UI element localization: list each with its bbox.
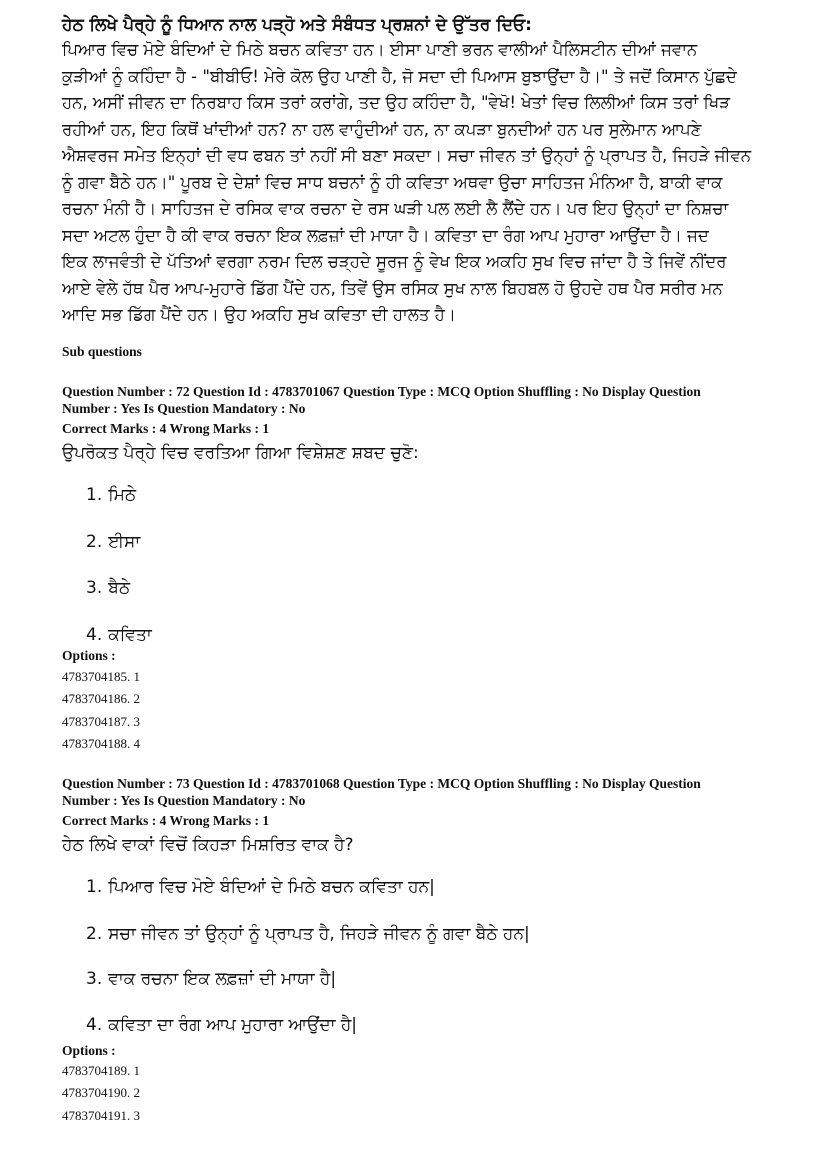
question-72-option-ids <box>62 666 140 755</box>
option-id: 4783704188. 4 <box>62 735 140 751</box>
sub-questions-label: Sub questions <box>62 344 142 359</box>
option-id: 4783704186. 2 <box>62 691 140 707</box>
passage-line: ਐਸ਼ਵਰਜ ਸਮੇਤ ਇਨ੍ਹਾਂ ਦੀ ਵਧ ਫਬਨ ਤਾਂ ਨਹੀਂ ਸੀ ਬਣਾ ਸਕਦਾ। ਸਚਾ ਜੀਵਨ ਤਾਂ ਉਨ੍ਹਾਂ ਨੂੰ ਪ੍ਰਾਪਤ ਹੈ, ਜਿਹੜੇ ਜੀਵਨ <box>62 146 752 165</box>
choice-text: ਮਿਠੇ <box>108 485 137 505</box>
question-72-text: ਉਪਰੋਕਤ ਪੈਰ੍ਹੇ ਵਿਚ ਵਰਤਿਆ ਗਿਆ ਵਿਸ਼ੇਸ਼ਣ ਸ਼ਬਦ ਚੁਣੋ: <box>62 443 419 463</box>
passage-line: ਆਏ ਵੇਲੇ ਹੱਥ ਪੈਰ ਆਪ-ਮੁਹਾਰੇ ਡਿੱਗ ਪੈਂਦੇ ਹਨ, ਤਿਵੇਂ ਉਸ ਰਸਿਕ ਸੁਖ ਨਾਲ ਬਿਹਬਲ ਹੋ ਉਹਦੇ ਹਥ ਪੈਰ ਸਰੀਰ ਮਨ <box>62 278 723 298</box>
passage-line: ਕੁੜੀਆਂ ਨੂੰ ਕਹਿੰਦਾ ਹੈ - "ਬੀਬੀਓ! ਮੇਰੇ ਕੋਲ ਉਹ ਪਾਣੀ ਹੈ, ਜੋ ਸਦਾ ਦੀ ਪਿਆਸ ਬੁਝਾਉਂਦਾ ਹੈ।" ਤੇ ਜਦੋਂ ਕਿਸਾਨ ਪੁੱਛਦੇ <box>62 66 737 86</box>
passage-line: ਰਚਨਾ ਮੰਨੀ ਹੈ। ਸਾਹਿਤਜ ਦੇ ਰਸਿਕ ਵਾਕ ਰਚਨਾ ਦੇ ਰਸ ਘੜੀ ਪਲ ਲਈ ਲੈ ਲੈਂਦੇ ਹਨ। ਪਰ ਇਹ ਉਨ੍ਹਾਂ ਦਾ ਨਿਸ਼ਚਾ <box>62 199 729 218</box>
question-meta-line: Question Number : 72 Question Id : 4783701067 Question Type : MCQ Option Shuffling : No Display Question <box>62 384 701 399</box>
question-marks: Correct Marks : 4 Wrong Marks : 1 <box>62 421 270 436</box>
choice-text: ਬੈਠੇ <box>108 578 131 598</box>
choice-number: 3. <box>86 578 103 598</box>
option-id: 4783704189. 1 <box>62 1063 140 1078</box>
choice-number: 2. <box>86 924 103 944</box>
passage-line: ਰਹੀਆਂ ਹਨ, ਇਹ ਕਿਥੋਂ ਖਾਂਦੀਆਂ ਹਨ? ਨਾ ਹਲ ਵਾਹੁੰਦੀਆਂ ਹਨ, ਨਾ ਕਪੜਾ ਬੁਨਦੀਆਂ ਹਨ ਪਰ ਸੁਲੇਮਾਨ ਆਪਣੇ <box>62 119 702 139</box>
option-id: 4783704191. 3 <box>62 1107 140 1123</box>
question-73-text: ਹੇਠ ਲਿਖੇ ਵਾਕਾਂ ਵਿਚੋਂ ਕਿਹੜਾ ਮਿਸ਼ਰਿਤ ਵਾਕ ਹੈ? <box>62 835 354 855</box>
passage-body <box>62 37 751 329</box>
passage-line: ਸਦਾ ਅਟਲ ਹੁੰਦਾ ਹੈ ਕੀ ਵਾਕ ਰਚਨਾ ਇਕ ਲਫ਼ਜ਼ਾਂ ਦੀ ਮਾਯਾ ਹੈ। ਕਵਿਤਾ ਦਾ ਰੰਗ ਆਪ ਮੁਹਾਰਾ ਆਉਂਦਾ ਹੈ। ਜਦ <box>62 225 709 245</box>
question-73-meta <box>62 775 701 829</box>
question-meta-line: Number : Yes Is Question Mandatory : No <box>62 793 306 808</box>
choice-text: ਵਾਕ ਰਚਨਾ ਇਕ ਲਫ਼ਜ਼ਾਂ ਦੀ ਮਾਯਾ ਹੈ| <box>108 969 337 989</box>
choice-number: 4. <box>86 1015 103 1035</box>
choice-text: ਕਵਿਤਾ <box>108 625 152 645</box>
question-72-choice-2 <box>86 532 140 552</box>
choice-text: ਈਸਾ <box>108 532 141 552</box>
question-72-choice-3 <box>86 578 130 598</box>
choice-number: 4. <box>86 625 103 645</box>
choice-number: 3. <box>86 969 103 989</box>
passage-line: ਆਦਿ ਸਭ ਡਿੱਗ ਪੈਂਦੇ ਹਨ। ਉਹ ਅਕਹਿ ਸੁਖ ਕਵਿਤਾ ਦੀ ਹਾਲਤ ਹੈ। <box>62 305 456 324</box>
question-73-option-ids <box>62 1060 140 1127</box>
question-marks: Correct Marks : 4 Wrong Marks : 1 <box>62 813 270 828</box>
question-73-choice-2 <box>86 924 530 944</box>
question-meta-line: Number : Yes Is Question Mandatory : No <box>62 401 306 416</box>
choice-text: ਸਚਾ ਜੀਵਨ ਤਾਂ ਉਨ੍ਹਾਂ ਨੂੰ ਪ੍ਰਾਪਤ ਹੈ, ਜਿਹੜੇ ਜੀਵਨ ਨੂੰ ਗਵਾ ਬੈਠੇ ਹਨ| <box>108 924 530 944</box>
question-73-choice-3 <box>86 969 336 989</box>
options-label: Options : <box>62 648 116 663</box>
passage-line: ਪਿਆਰ ਵਿਚ ਮੋਏ ਬੰਦਿਆਂ ਦੇ ਮਿਠੇ ਬਚਨ ਕਵਿਤਾ ਹਨ। ਈਸਾ ਪਾਣੀ ਭਰਨ ਵਾਲੀਆਂ ਪੈਲਿਸਟੀਨ ਦੀਆਂ ਜਵਾਨ <box>62 40 698 59</box>
question-meta-line: Question Number : 73 Question Id : 4783701068 Question Type : MCQ Option Shuffling : No Display Question <box>62 776 701 791</box>
choice-text: ਕਵਿਤਾ ਦਾ ਰੰਗ ਆਪ ਮੁਹਾਰਾ ਆਉਂਦਾ ਹੈ| <box>108 1015 358 1035</box>
question-73-choice-4 <box>86 1015 357 1035</box>
passage-title: ਹੇਠ ਲਿਖੇ ਪੈਰ੍ਹੇ ਨੂੰ ਧਿਆਨ ਨਾਲ ਪੜ੍ਹੋ ਅਤੇ ਸੰਬੰਧਤ ਪ੍ਰਸ਼ਨਾਂ ਦੇ ਉੱਤਰ ਦਿਓ: <box>62 15 532 35</box>
question-72-meta <box>62 383 701 437</box>
option-id: 4783704185. 1 <box>62 669 140 684</box>
question-72-choice-1 <box>86 485 136 505</box>
question-73-choice-1 <box>86 877 435 897</box>
options-label: Options : <box>62 1043 116 1058</box>
option-id: 4783704187. 3 <box>62 713 140 729</box>
choice-number: 2. <box>86 532 103 552</box>
question-72-choice-4 <box>86 625 152 645</box>
option-id: 4783704190. 2 <box>62 1085 140 1101</box>
choice-number: 1. <box>86 877 103 897</box>
choice-text: ਪਿਆਰ ਵਿਚ ਮੋਏ ਬੰਦਿਆਂ ਦੇ ਮਿਠੇ ਬਚਨ ਕਵਿਤਾ ਹਨ| <box>108 877 435 897</box>
passage-line: ਇਕ ਲਾਜਵੰਤੀ ਦੇ ਪੱਤਿਆਂ ਵਰਗਾ ਨਰਮ ਦਿਲ ਚੜ੍ਹਦੇ ਸੂਰਜ ਨੂੰ ਵੇਖ ਇਕ ਅਕਹਿ ਸੁਖ ਵਿਚ ਜਾਂਦਾ ਹੈ ਤੇ ਜਿਵੇਂ ਨੀਂਦਰ <box>62 252 727 271</box>
passage-line: ਹਨ, ਅਸੀਂ ਜੀਵਨ ਦਾ ਨਿਰਬਾਹ ਕਿਸ ਤਰਾਂ ਕਰਾਂਗੇ, ਤਦ ਉਹ ਕਹਿੰਦਾ ਹੈ, "ਵੇਖੋ! ਖੇਤਾਂ ਵਿਚ ਲਿਲੀਆਂ ਕਿਸ ਤਰਾਂ ਖਿੜ <box>62 93 731 112</box>
choice-number: 1. <box>86 485 103 505</box>
passage-line: ਨੂੰ ਗਵਾ ਬੈਠੇ ਹਨ।" ਪੂਰਬ ਦੇ ਦੇਸ਼ਾਂ ਵਿਚ ਸਾਧ ਬਚਨਾਂ ਨੂੰ ਹੀ ਕਵਿਤਾ ਅਥਵਾ ਉਚਾ ਸਾਹਿਤਜ ਮੰਨਿਆ ਹੈ, ਬਾਕੀ ਵਾਕ <box>62 172 723 192</box>
